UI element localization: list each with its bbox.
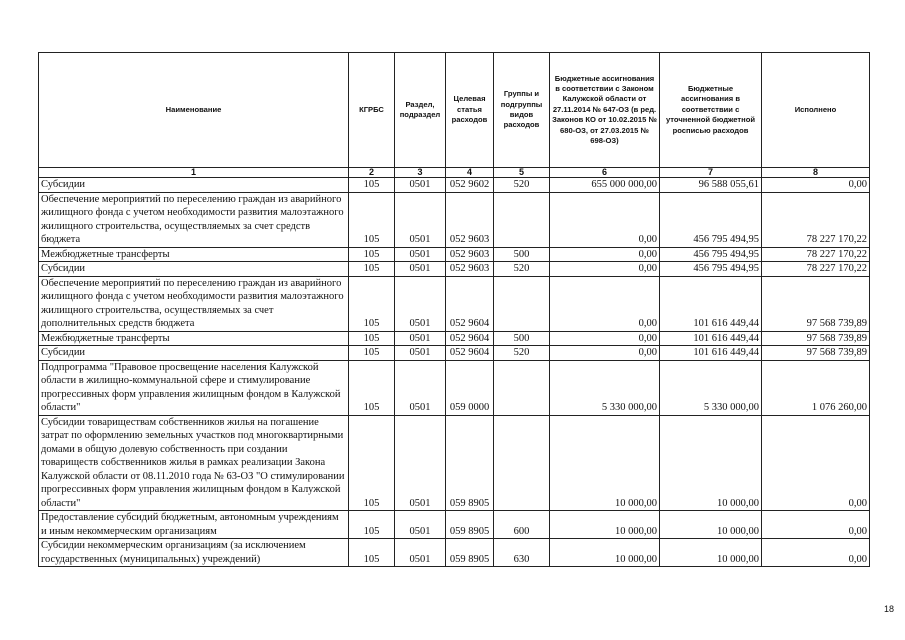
row-name: Межбюджетные трансферты (39, 331, 349, 346)
row-name: Субсидии (39, 178, 349, 193)
row-expense-group: 500 (494, 247, 550, 262)
row-kgrbs: 105 (349, 276, 395, 331)
table-row (39, 331, 870, 346)
row-law-allocation: 10 000,00 (550, 415, 660, 511)
row-executed: 78 227 170,22 (762, 262, 870, 277)
row-name: Обеспечение мероприятий по переселению граждан из аварийного жилищного фонда с учетом необходимости развития малоэтажного жилищного строительства, осуществляемых за счет дополнительных средств бюджета (39, 276, 349, 331)
row-target-article: 052 9603 (446, 247, 494, 262)
row-law-allocation: 655 000 000,00 (550, 178, 660, 193)
row-adjusted-allocation: 456 795 494,95 (660, 192, 762, 247)
row-kgrbs: 105 (349, 360, 395, 415)
row-law-allocation: 10 000,00 (550, 511, 660, 539)
row-adjusted-allocation: 10 000,00 (660, 511, 762, 539)
column-header-kgrbs: КГРБС (349, 53, 395, 168)
row-kgrbs: 105 (349, 178, 395, 193)
row-target-article: 052 9604 (446, 331, 494, 346)
row-executed: 97 568 739,89 (762, 276, 870, 331)
column-number: 4 (446, 168, 494, 178)
row-expense-group (494, 360, 550, 415)
row-law-allocation: 0,00 (550, 192, 660, 247)
row-target-article: 052 9603 (446, 192, 494, 247)
table-row (39, 262, 870, 277)
row-expense-group: 630 (494, 539, 550, 567)
table-row (39, 178, 870, 193)
row-law-allocation: 10 000,00 (550, 539, 660, 567)
row-expense-group: 520 (494, 178, 550, 193)
table-row (39, 192, 870, 247)
row-expense-group (494, 276, 550, 331)
column-number: 5 (494, 168, 550, 178)
row-section: 0501 (395, 415, 446, 511)
row-kgrbs: 105 (349, 415, 395, 511)
row-kgrbs: 105 (349, 262, 395, 277)
row-expense-group: 520 (494, 262, 550, 277)
row-adjusted-allocation: 101 616 449,44 (660, 346, 762, 361)
table-row (39, 360, 870, 415)
row-target-article: 052 9604 (446, 346, 494, 361)
row-name: Субсидии некоммерческим организациям (за исключением государственных (муниципальных) учреждений) (39, 539, 349, 567)
row-executed: 0,00 (762, 178, 870, 193)
row-kgrbs: 105 (349, 331, 395, 346)
row-section: 0501 (395, 539, 446, 567)
row-name: Субсидии товариществам собственников жилья на погашение затрат по оформлению земельных участков под многоквартирными домами в общую долевую собственность при создании товариществ собственников жилья в рамках реализации Закона Калужской области от 08.11.2010 года № 63-ОЗ "О стимулировании прогрессивных форм управления жилищным фондом в Калужской области" (39, 415, 349, 511)
row-executed: 78 227 170,22 (762, 247, 870, 262)
column-header-target-article: Целевая статья расходов (446, 53, 494, 168)
column-header-name: Наименование (39, 53, 349, 168)
row-executed: 97 568 739,89 (762, 331, 870, 346)
table-row (39, 539, 870, 567)
row-expense-group: 600 (494, 511, 550, 539)
row-expense-group (494, 415, 550, 511)
row-section: 0501 (395, 262, 446, 277)
row-expense-group (494, 192, 550, 247)
row-law-allocation: 0,00 (550, 331, 660, 346)
row-name: Субсидии (39, 346, 349, 361)
column-header-adjusted-allocation: Бюджетные ассигнования в соответствии с уточненной бюджетной росписью расходов (660, 53, 762, 168)
row-kgrbs: 105 (349, 539, 395, 567)
column-number: 3 (395, 168, 446, 178)
row-executed: 97 568 739,89 (762, 346, 870, 361)
row-section: 0501 (395, 346, 446, 361)
row-law-allocation: 0,00 (550, 262, 660, 277)
table-row (39, 276, 870, 331)
row-section: 0501 (395, 178, 446, 193)
row-law-allocation: 0,00 (550, 346, 660, 361)
column-number: 6 (550, 168, 660, 178)
table-row (39, 415, 870, 511)
budget-table (38, 52, 870, 567)
row-expense-group: 500 (494, 331, 550, 346)
row-name: Предоставление субсидий бюджетным, автономным учреждениям и иным некоммерческим организациям (39, 511, 349, 539)
row-executed: 0,00 (762, 511, 870, 539)
row-adjusted-allocation: 96 588 055,61 (660, 178, 762, 193)
column-numbers-row (39, 168, 870, 178)
row-adjusted-allocation: 101 616 449,44 (660, 331, 762, 346)
row-kgrbs: 105 (349, 247, 395, 262)
row-name: Субсидии (39, 262, 349, 277)
column-header-law-allocation: Бюджетные ассигнования в соответствии с Законом Калужской области от 27.11.2014 № 647-ОЗ (в ред. Законов КО от 10.02.2015 № 680-ОЗ, от 27.03.2015 № 698-ОЗ) (550, 53, 660, 168)
column-number: 2 (349, 168, 395, 178)
row-kgrbs: 105 (349, 192, 395, 247)
row-target-article: 052 9602 (446, 178, 494, 193)
row-name: Межбюджетные трансферты (39, 247, 349, 262)
page-number: 18 (884, 604, 895, 614)
table-row (39, 511, 870, 539)
row-name: Обеспечение мероприятий по переселению граждан из аварийного жилищного фонда с учетом необходимости развития малоэтажного жилищного строительства, осуществляемых за счет средств бюджета (39, 192, 349, 247)
row-executed: 0,00 (762, 539, 870, 567)
row-adjusted-allocation: 456 795 494,95 (660, 247, 762, 262)
row-adjusted-allocation: 456 795 494,95 (660, 262, 762, 277)
row-target-article: 052 9603 (446, 262, 494, 277)
column-header-section: Раздел, подраздел (395, 53, 446, 168)
row-target-article: 059 8905 (446, 415, 494, 511)
row-executed: 78 227 170,22 (762, 192, 870, 247)
row-target-article: 059 8905 (446, 511, 494, 539)
row-kgrbs: 105 (349, 511, 395, 539)
row-section: 0501 (395, 511, 446, 539)
column-header-expense-group: Группы и подгруппы видов расходов (494, 53, 550, 168)
column-number: 8 (762, 168, 870, 178)
row-adjusted-allocation: 101 616 449,44 (660, 276, 762, 331)
row-name: Подпрограмма "Правовое просвещение населения Калужской области в жилищно-коммунальной сфере и стимулирование прогрессивных форм управления жилищным фондом в Калужской области" (39, 360, 349, 415)
row-law-allocation: 0,00 (550, 247, 660, 262)
row-section: 0501 (395, 247, 446, 262)
header-row (39, 53, 870, 168)
table-row (39, 346, 870, 361)
row-section: 0501 (395, 331, 446, 346)
row-law-allocation: 5 330 000,00 (550, 360, 660, 415)
row-law-allocation: 0,00 (550, 276, 660, 331)
table-row (39, 247, 870, 262)
row-section: 0501 (395, 192, 446, 247)
row-adjusted-allocation: 5 330 000,00 (660, 360, 762, 415)
row-expense-group: 520 (494, 346, 550, 361)
row-section: 0501 (395, 360, 446, 415)
row-adjusted-allocation: 10 000,00 (660, 539, 762, 567)
row-executed: 0,00 (762, 415, 870, 511)
row-adjusted-allocation: 10 000,00 (660, 415, 762, 511)
column-header-executed: Исполнено (762, 53, 870, 168)
column-number: 1 (39, 168, 349, 178)
row-executed: 1 076 260,00 (762, 360, 870, 415)
row-target-article: 059 0000 (446, 360, 494, 415)
row-section: 0501 (395, 276, 446, 331)
row-target-article: 052 9604 (446, 276, 494, 331)
row-target-article: 059 8905 (446, 539, 494, 567)
column-number: 7 (660, 168, 762, 178)
row-kgrbs: 105 (349, 346, 395, 361)
